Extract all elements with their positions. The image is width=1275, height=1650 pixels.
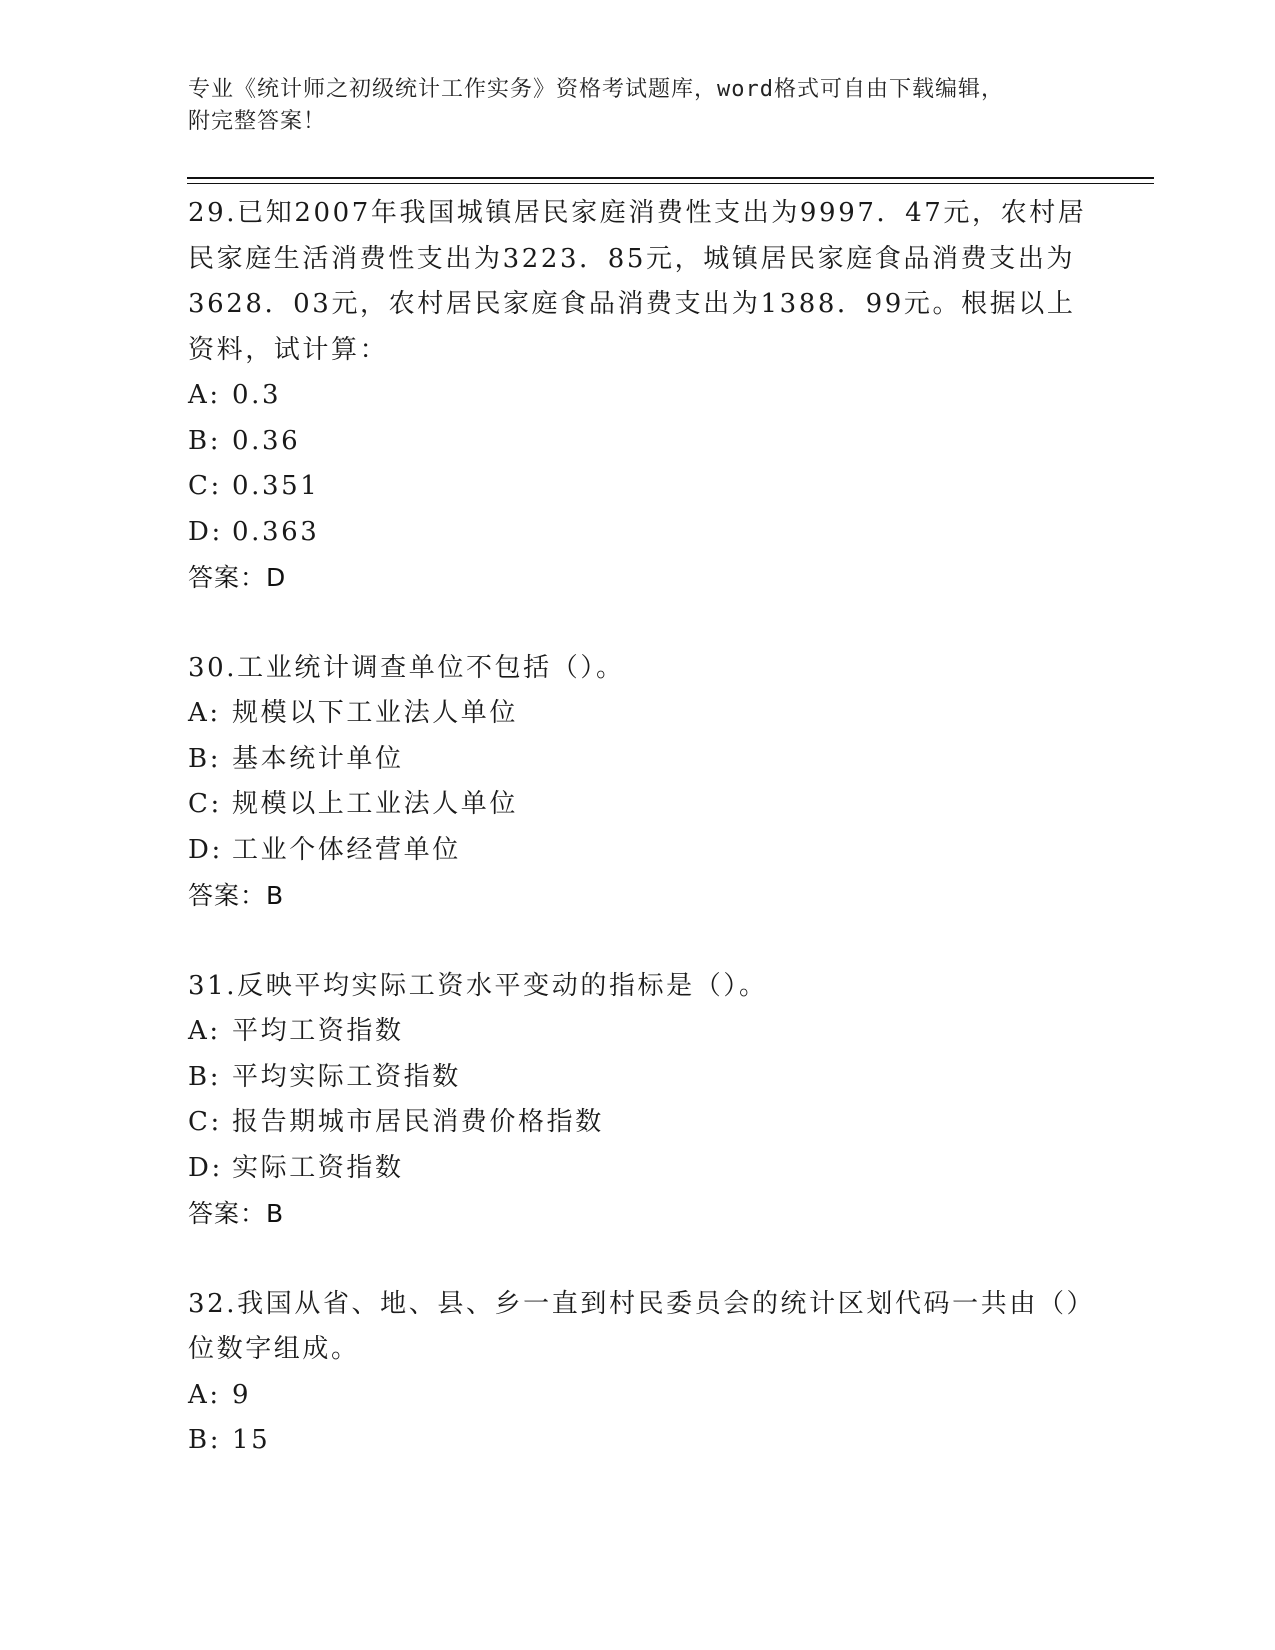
option-text: 0.351 — [232, 471, 320, 501]
option-text: 0.36 — [232, 425, 301, 456]
answer-text: 答案：D — [188, 563, 287, 592]
option-text: 0.363 — [232, 516, 320, 547]
question-31 — [188, 964, 1088, 1237]
option-d — [188, 828, 1088, 874]
question-32 — [188, 1282, 1088, 1464]
option-b — [188, 419, 1088, 465]
option-text: 9 — [232, 1379, 252, 1410]
option-a — [188, 373, 1088, 419]
question-text: 29.已知2007年我国城镇居民家庭消费性支出为9997．47元，农村居民家庭生活消费性支出为3223．85元，城镇居民家庭食品消费支出为3628．03元，农村居民家庭食品消费支出为1388．99元。根据以上资料，试计算： — [188, 198, 1087, 365]
option-b — [188, 1418, 1088, 1464]
option-c — [188, 782, 1088, 828]
option-c — [188, 1100, 1088, 1146]
question-text: 32.我国从省、地、县、乡一直到村民委员会的统计区划代码一共由（）位数字组成。 — [188, 1288, 1083, 1364]
option-letter: A: — [188, 1016, 221, 1046]
option-text: 工业个体经营单位 — [232, 834, 461, 865]
option-letter: C: — [188, 789, 222, 819]
option-letter: B: — [188, 425, 222, 456]
option-text: 平均工资指数 — [232, 1016, 404, 1046]
option-letter: A: — [188, 698, 221, 728]
option-b — [188, 737, 1088, 783]
option-text: 规模以上工业法人单位 — [232, 789, 519, 819]
option-letter: C: — [188, 471, 222, 501]
question-list — [188, 191, 1088, 1509]
header-rule-thick — [187, 177, 1154, 179]
option-c — [188, 464, 1088, 510]
answer-text: 答案：B — [188, 1199, 285, 1228]
question-29 — [188, 191, 1088, 601]
option-text: 15 — [232, 1425, 271, 1455]
header-line-2: 附完整答案！ — [188, 109, 327, 134]
option-letter: D: — [188, 1152, 223, 1183]
option-b — [188, 1055, 1088, 1101]
option-letter: B: — [188, 1061, 222, 1092]
option-d — [188, 510, 1088, 556]
option-letter: C: — [188, 1107, 222, 1137]
header-rule-thin — [187, 183, 1154, 184]
option-text: 规模以下工业法人单位 — [232, 698, 519, 728]
option-letter: B: — [188, 743, 222, 774]
document-header — [188, 74, 1088, 138]
question-text: 31.反映平均实际工资水平变动的指标是（）。 — [188, 970, 768, 1001]
option-a — [188, 1009, 1088, 1055]
option-d — [188, 1146, 1088, 1192]
header-line-1: 专业《统计师之初级统计工作实务》资格考试题库，word格式可自由下载编辑， — [188, 77, 1004, 102]
option-letter: B: — [188, 1425, 222, 1455]
question-text: 30.工业统计调查单位不包括（）。 — [188, 652, 625, 683]
option-text: 报告期城市居民消费价格指数 — [232, 1107, 604, 1137]
option-text: 实际工资指数 — [232, 1152, 404, 1183]
option-letter: D: — [188, 516, 223, 547]
option-a — [188, 691, 1088, 737]
answer-text: 答案：B — [188, 881, 285, 910]
option-letter: A: — [188, 380, 221, 410]
question-30 — [188, 646, 1088, 919]
option-a — [188, 1373, 1088, 1419]
option-text: 0.3 — [232, 380, 282, 410]
option-text: 平均实际工资指数 — [232, 1061, 461, 1092]
option-letter: A: — [188, 1379, 221, 1410]
option-text: 基本统计单位 — [232, 743, 404, 774]
option-letter: D: — [188, 834, 223, 865]
